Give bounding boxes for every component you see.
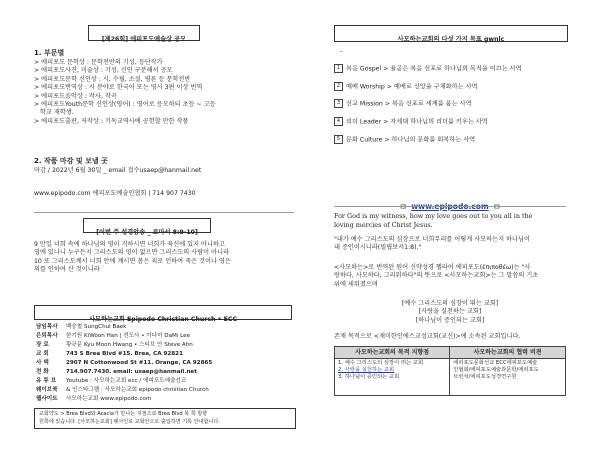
category-list: [34, 59, 216, 126]
section1-heading: 1. 부문별: [34, 49, 65, 57]
verse-line: 9 만일 너희 속에 하나님의 영이 거하시면 너희가 육신에 있지 아니하고: [34, 241, 225, 248]
category-item: > 에피포도출판, 저작상 : 기독교역사에 공헌할 만한 작품: [34, 117, 189, 125]
goal-number: 5: [334, 135, 343, 144]
goal-number: 3: [334, 99, 343, 108]
verse-korean: "내가 예수 그리스도의 심장으로 너희무리를 어떻게 사모하는지 하나님이 내 증인이시니라(빌립보서1:8).": [334, 236, 530, 252]
website-banner[interactable]: [334, 194, 566, 213]
divider: [334, 206, 566, 207]
table-cell: 1. 예수 그리스도의 심장이 뛰는 교회 2. 사랑을 실천하는 교회 3. 하나님이 증인되는 교회: [335, 359, 450, 396]
goal-item: 5 문화 Culture > 하나님의 문화를 회복하는 사역: [334, 135, 475, 145]
directory-row: 전 화 714.907.7430. email: usaep@hanmail.net: [36, 369, 197, 375]
directory-row: 사 택 2907 N Cottonwood St #11. Orange, CA 92865: [36, 360, 213, 366]
closing-text: 존재 목적으로 <재미한인에스교성교회(교신)>에 소속된 교회입니다.: [334, 333, 521, 340]
verse-english: For God is my witness, how my love goes out to you all in the loving mercies of Christ Jesus.: [334, 212, 533, 229]
devotion-verse: [34, 241, 231, 275]
table-cell: 에피포도문화선교 ECC에피포도예술 인협회/에피포도예술과문학/에피포도 브런치/에피포도성경연구원: [450, 359, 566, 396]
directory-row: 장 로 황규문 Kyu Moon Hwang • 스티브 안 Steve Ahn: [36, 342, 193, 348]
goal-item: 2 예배 Worship > 예배로 신앙을 구체화하는 사역: [334, 82, 478, 92]
footnote-line: 원쪽에 있습니다. [사모하는교회] 팻사인로 교회안으로 출입하면 기록 안내합니다.: [39, 418, 220, 425]
dash-mark: -: [340, 48, 343, 55]
goals-title: 사모하는교회의 다섯 가지 목표 gwnlc: [397, 36, 505, 43]
table-header: 사모하는교회의 협력 비젼: [450, 347, 566, 359]
deadline-text: 마감 / 2022년 6월 30일 _ email 접수usaep@hanmail.net: [34, 167, 202, 174]
category-item: > 에피포도번역상 : 시 분야로 한국어 또는 영시 3편 이상 번역: [34, 84, 203, 92]
goal-number: 4: [334, 117, 343, 126]
category-item: > 에피포도문학 신인상 : 시, 수필, 소설, 평론 등 문학전반: [34, 75, 191, 83]
explain-text: <사모하는>로 번역된 원어 신약성경 헬라어 에피포도(ἐπιποθέω)는 "사 랑하다, 사모하다, 그리워하다"의 뜻으로 <사모하는교회>는 그 말씀의 기초 위에 세워졌으며: [334, 264, 539, 288]
verse-line: 의를 인하여 산 것이니라: [34, 266, 100, 274]
goal-number: 2: [334, 82, 343, 91]
website-link[interactable]: www.epipodo.com: [411, 202, 489, 211]
directory-row: 웨이브북 & 인스타그램 : 사모하는교회 epipodo christian Church: [36, 387, 209, 393]
section2-heading: 2. 작품 마감 및 보낼 곳: [34, 157, 108, 165]
directory-row: 은퇴목사 한기원 KiWoon Han | 전도사 • 이다미 DaMi Lee: [36, 333, 191, 339]
category-item: > 에피포도음악상 : 작사, 작곡: [34, 92, 117, 100]
footnote-line: 교회약도 > Brea Blvd와 Acacia가 만나는 지점으로 Brea Blvd 북 쪽 방향: [39, 411, 208, 417]
category-item: > 에피포도사진, 미술상 : 기성, 신인 구분해서 공모: [34, 67, 173, 75]
category-item: > 에피포도Youth문학 신인상(영어) : 영어로 응모하되 초등 ~ 고등: [34, 101, 216, 109]
contest-title-box: [88, 25, 200, 41]
goal-item: 3 선교 Mission > 복음 선포로 세계를 품는 사역: [334, 99, 472, 109]
footnote-box: [34, 408, 296, 429]
directory-row: 웹사이트 사모하는교회 www.epipodo.com: [36, 396, 152, 402]
goals-title-box: [334, 25, 568, 42]
church-name: 사모하는교회 Epipodo Christian Church • ECC: [89, 316, 237, 323]
goal-number: 1: [334, 64, 343, 73]
envelope-icon: ✉: [400, 203, 407, 211]
verse-line: 10 또 그리스도께서 너희 안에 계시면 몸은 죄로 인하여 죽은 것이나 영은: [34, 257, 231, 265]
church-name-box: [34, 305, 292, 323]
church-vision-table: [334, 346, 566, 396]
category-item: 학교 재학생.: [34, 109, 74, 117]
category-item: > 에피포도 문학상 : 문학전반의 기성, 등단작가: [34, 59, 163, 66]
directory-row: 유 튜 브 Youtube : 사모하는교회 ecc / 에피포도예술선교: [36, 378, 187, 384]
devotion-title: [이번 주 성경암송 _ 로마서 8:9-10]: [96, 229, 198, 236]
motto-block: [예수 그리스도의 심장이 뛰는 교회] [사랑을 실천하는 교회] [하나님이 증인되는 교회]: [401, 300, 499, 324]
envelope-icon: ✉: [493, 203, 500, 211]
directory-row: 담임목사 백숭철 SungChul Baek: [36, 324, 127, 330]
devotion-title-box: [83, 218, 211, 236]
goal-item: 1 복음 Gospel > 율곧은 복음 선포로 하나님의 목적을 이끄는 사역: [334, 64, 522, 74]
contest-website-line[interactable]: www.epipodo.com 에피포도예술인협회 | 714 907 7430: [34, 190, 196, 197]
contest-title: [제26회] 에피포도예술상 공모: [101, 36, 187, 43]
goal-item: 4 리더 Leader > 자세대 하나님의 리더를 키우는 사역: [334, 117, 488, 127]
divider: [34, 212, 294, 213]
directory-row: 교 회 743 S Brea Blvd #15. Brea, CA 92821: [36, 351, 183, 357]
verse-line: 영에 있나니 누구든지 그리스도의 영이 없으면 그리스도의 사람이 아니라: [34, 249, 230, 257]
table-header: 사모하는교회의 목적 지향점: [335, 347, 450, 359]
